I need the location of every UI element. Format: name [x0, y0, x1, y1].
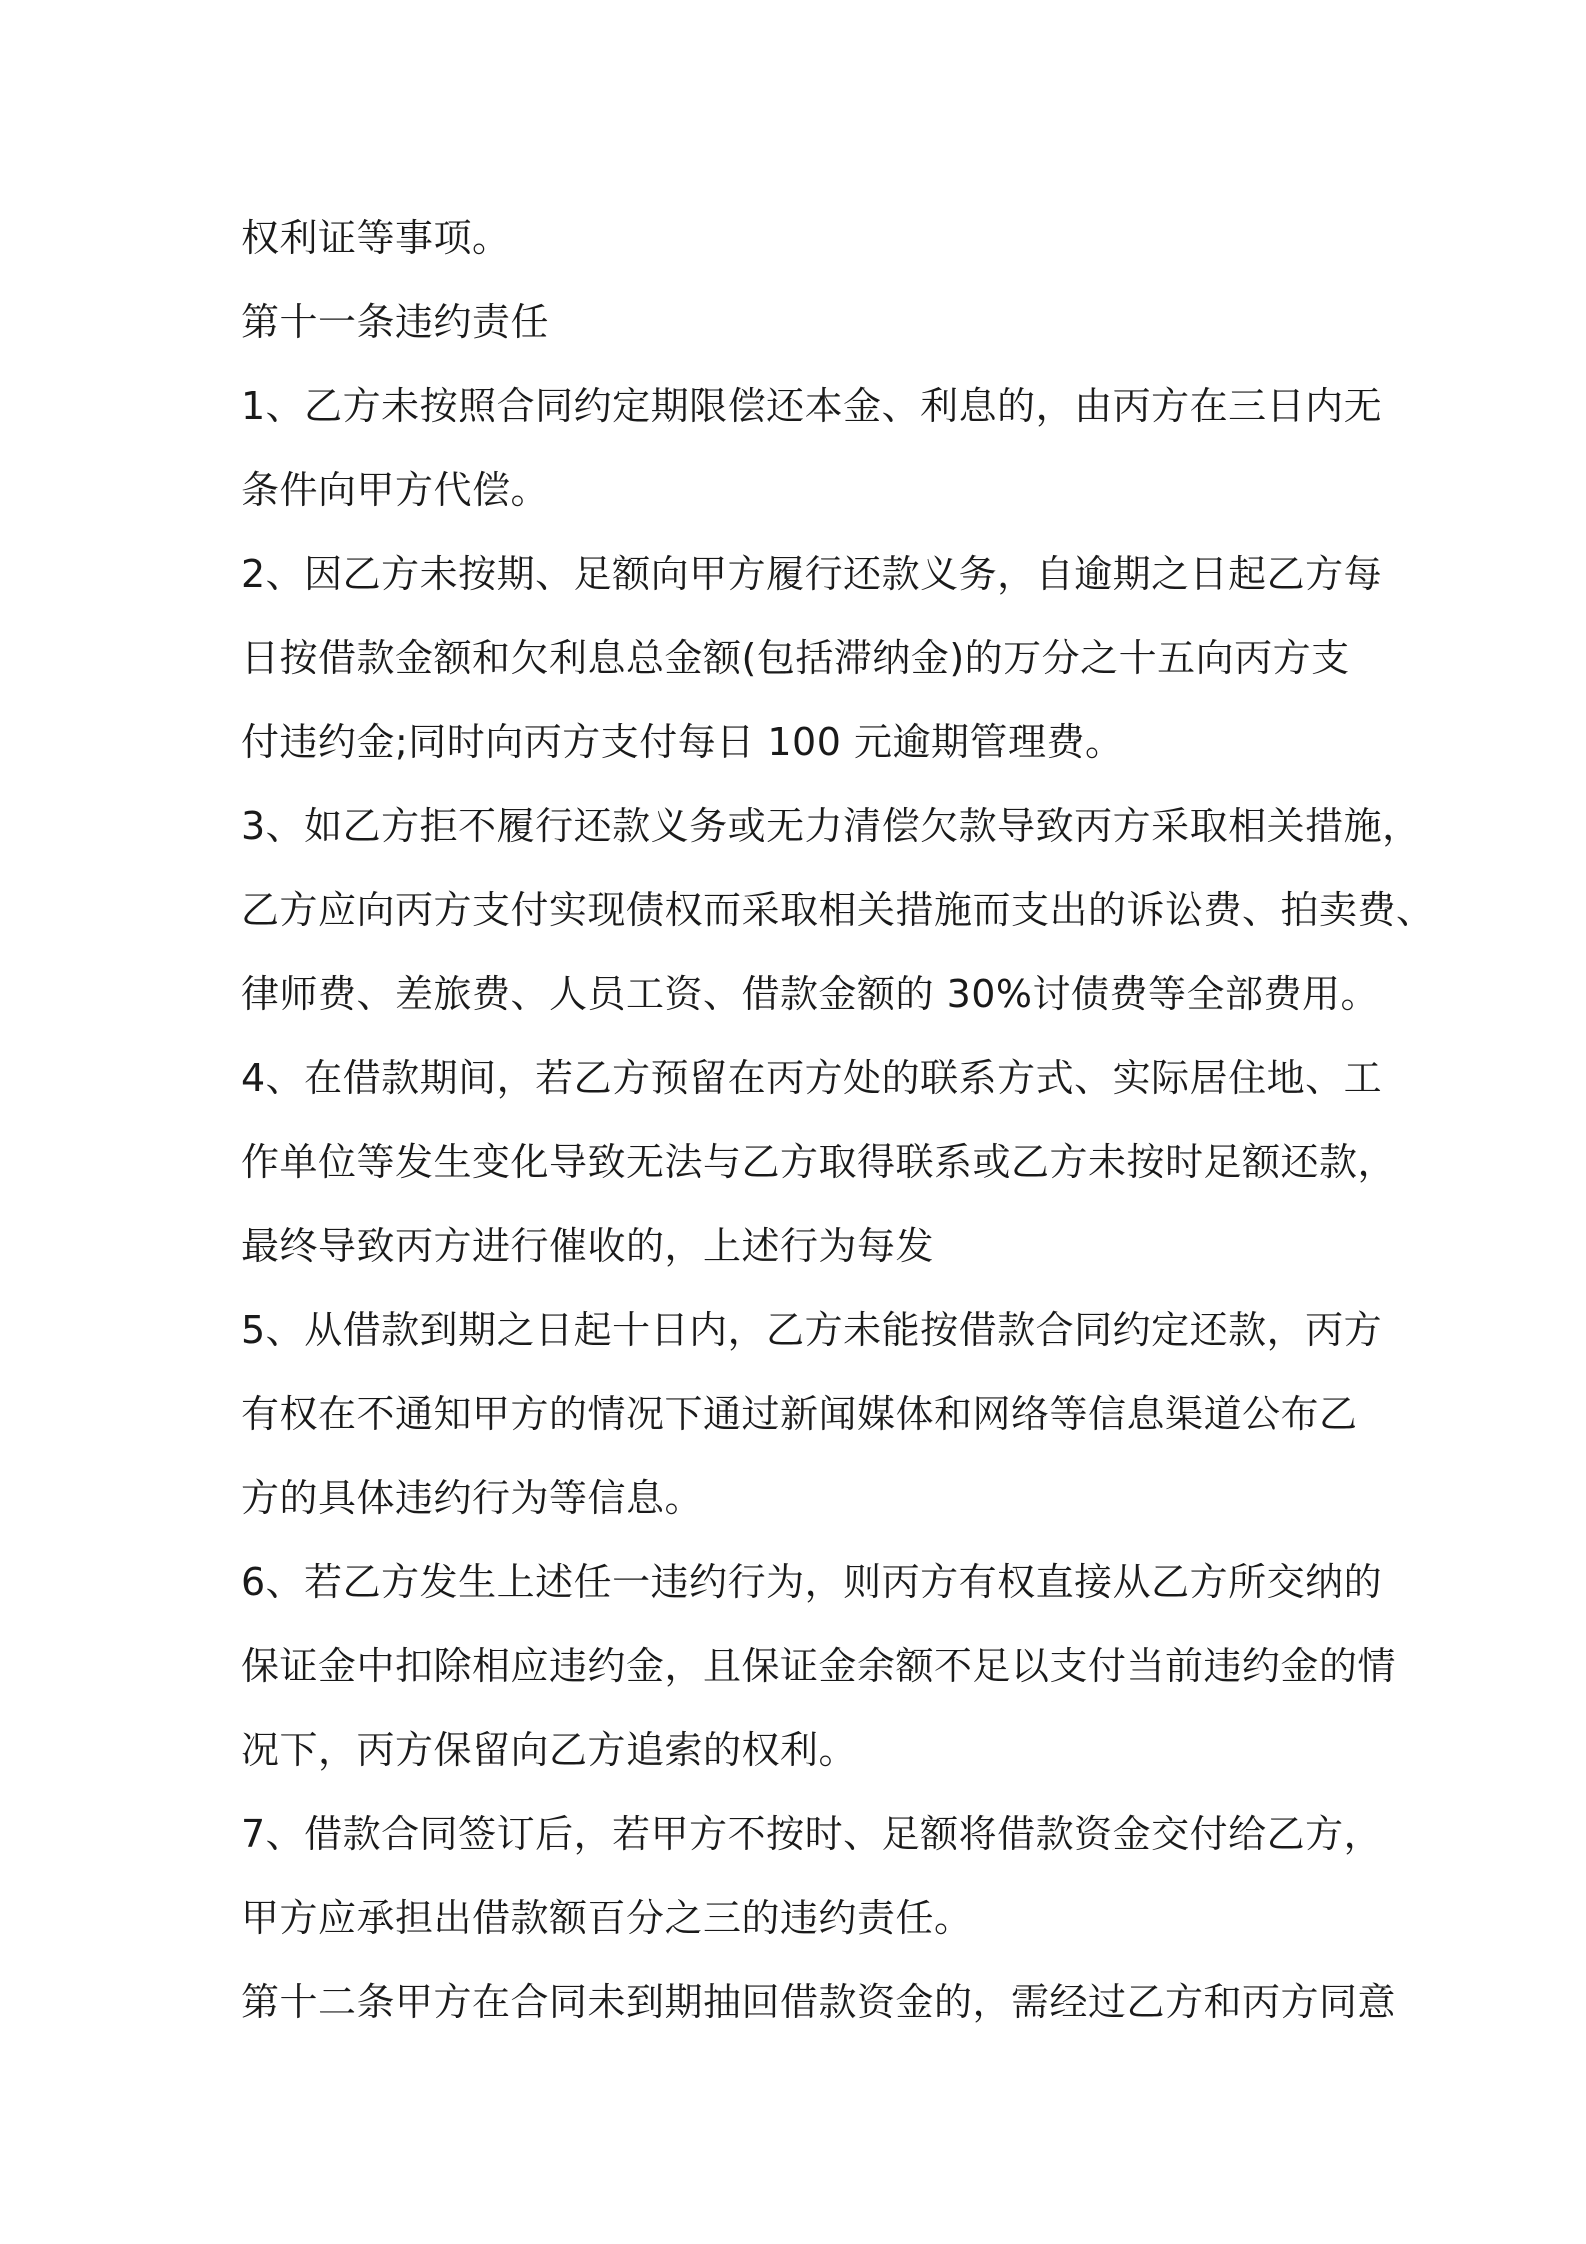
text-line: 3、如乙方拒不履行还款义务或无力清偿欠款导致丙方采取相关措施， [241, 804, 1421, 848]
text-line: 日按借款金额和欠利息总金额(包括滞纳金)的万分之十五向丙方支 [241, 636, 1350, 680]
text-line: 况下，丙方保留向乙方追索的权利。 [241, 1728, 858, 1772]
text-line: 1、乙方未按照合同约定期限偿还本金、利息的，由丙方在三日内无 [241, 384, 1383, 428]
text-line: 甲方应承担出借款额百分之三的违约责任。 [241, 1896, 973, 1940]
section-heading: 第十一条违约责任 [241, 300, 550, 344]
text-line: 4、在借款期间，若乙方预留在丙方处的联系方式、实际居住地、工 [241, 1056, 1383, 1100]
text-line: 6、若乙方发生上述任一违约行为，则丙方有权直接从乙方所交纳的 [241, 1560, 1383, 1604]
text-line: 条件向甲方代偿。 [241, 468, 550, 512]
text-line: 律师费、差旅费、人员工资、借款金额的 30%讨债费等全部费用。 [241, 972, 1380, 1016]
text-line: 权利证等事项。 [241, 216, 511, 260]
text-line: 乙方应向丙方支付实现债权而采取相关措施而支出的诉讼费、拍卖费、 [241, 888, 1435, 932]
text-line: 有权在不通知甲方的情况下通过新闻媒体和网络等信息渠道公布乙 [241, 1392, 1358, 1436]
text-line: 付违约金;同时向丙方支付每日 100 元逾期管理费。 [241, 720, 1124, 764]
text-line: 最终导致丙方进行催收的，上述行为每发 [241, 1224, 935, 1268]
text-line: 2、因乙方未按期、足额向甲方履行还款义务，自逾期之日起乙方每 [241, 552, 1383, 596]
text-line: 7、借款合同签订后，若甲方不按时、足额将借款资金交付给乙方， [241, 1812, 1383, 1856]
text-line: 5、从借款到期之日起十日内，乙方未能按借款合同约定还款，丙方 [241, 1308, 1383, 1352]
text-line: 方的具体违约行为等信息。 [241, 1476, 704, 1520]
section-heading: 第十二条甲方在合同未到期抽回借款资金的，需经过乙方和丙方同意 [241, 1980, 1397, 2024]
document-body [241, 196, 1435, 2044]
text-line: 作单位等发生变化导致无法与乙方取得联系或乙方未按时足额还款， [241, 1140, 1397, 1184]
text-line: 保证金中扣除相应违约金，且保证金余额不足以支付当前违约金的情 [241, 1644, 1397, 1688]
